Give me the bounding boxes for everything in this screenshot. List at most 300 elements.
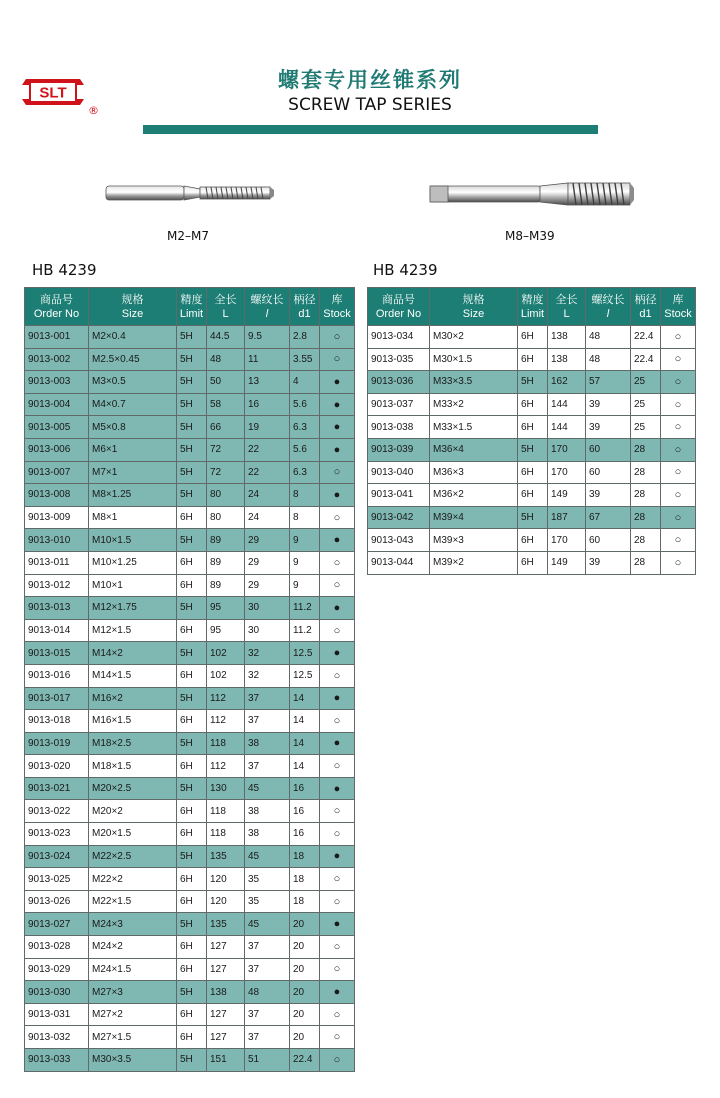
cell-total-length: 44.5 [207, 326, 245, 349]
cell-order-no: 9013-017 [25, 687, 89, 710]
cell-size: M39×4 [430, 506, 518, 529]
cell-shank-diameter: 28 [631, 461, 661, 484]
cell-limit: 6H [177, 619, 207, 642]
cell-size: M8×1 [89, 506, 177, 529]
cell-order-no: 9013-001 [25, 326, 89, 349]
cell-limit: 5H [177, 913, 207, 936]
cell-stock: ○ [320, 326, 355, 349]
cell-thread-length: 37 [245, 1003, 290, 1026]
cell-total-length: 89 [207, 551, 245, 574]
cell-thread-length: 60 [586, 438, 631, 461]
cell-total-length: 138 [548, 348, 586, 371]
table-row [368, 326, 696, 349]
cell-stock: ○ [320, 800, 355, 823]
table-row [25, 868, 355, 891]
cell-stock: ○ [320, 890, 355, 913]
cell-total-length: 50 [207, 371, 245, 394]
cell-size: M8×1.25 [89, 484, 177, 507]
cell-size: M36×4 [430, 438, 518, 461]
table-row [25, 845, 355, 868]
cell-stock: ● [320, 529, 355, 552]
cell-thread-length: 57 [586, 371, 631, 394]
table-row [368, 438, 696, 461]
cell-thread-length: 38 [245, 732, 290, 755]
cell-total-length: 58 [207, 393, 245, 416]
cell-limit: 5H [177, 845, 207, 868]
cell-limit: 6H [518, 393, 548, 416]
table-row [25, 619, 355, 642]
cell-limit: 5H [177, 348, 207, 371]
table-row [368, 348, 696, 371]
cell-stock: ○ [661, 438, 696, 461]
header-shank-diameter: 柄径 d1 [290, 288, 320, 326]
cell-limit: 5H [177, 438, 207, 461]
cell-stock: ○ [320, 958, 355, 981]
cell-order-no: 9013-015 [25, 642, 89, 665]
cell-shank-diameter: 9 [290, 551, 320, 574]
cell-order-no: 9013-026 [25, 890, 89, 913]
cell-size: M22×2 [89, 868, 177, 891]
cell-thread-length: 37 [245, 936, 290, 959]
cell-order-no: 9013-023 [25, 823, 89, 846]
cell-size: M2.5×0.45 [89, 348, 177, 371]
cell-total-length: 120 [207, 868, 245, 891]
cell-shank-diameter: 18 [290, 890, 320, 913]
cell-stock: ● [320, 732, 355, 755]
cell-total-length: 135 [207, 913, 245, 936]
cell-stock: ○ [661, 371, 696, 394]
cell-size: M27×2 [89, 1003, 177, 1026]
cell-total-length: 66 [207, 416, 245, 439]
cell-limit: 5H [177, 687, 207, 710]
table-row [25, 597, 355, 620]
cell-thread-length: 45 [245, 777, 290, 800]
cell-total-length: 112 [207, 687, 245, 710]
cell-stock: ○ [661, 393, 696, 416]
cell-thread-length: 37 [245, 1026, 290, 1049]
table-row [25, 371, 355, 394]
cell-thread-length: 30 [245, 597, 290, 620]
cell-order-no: 9013-008 [25, 484, 89, 507]
cell-limit: 5H [177, 597, 207, 620]
cell-total-length: 149 [548, 484, 586, 507]
cell-order-no: 9013-011 [25, 551, 89, 574]
cell-total-length: 102 [207, 642, 245, 665]
cell-shank-diameter: 20 [290, 1003, 320, 1026]
cell-stock: ○ [320, 664, 355, 687]
cell-total-length: 144 [548, 416, 586, 439]
cell-stock: ● [320, 642, 355, 665]
cell-size: M22×2.5 [89, 845, 177, 868]
cell-thread-length: 39 [586, 393, 631, 416]
cell-thread-length: 60 [586, 529, 631, 552]
cell-size: M14×1.5 [89, 664, 177, 687]
cell-limit: 5H [177, 484, 207, 507]
cell-size: M24×1.5 [89, 958, 177, 981]
cell-total-length: 138 [548, 326, 586, 349]
cell-stock: ● [320, 981, 355, 1004]
cell-limit: 5H [177, 529, 207, 552]
cell-size: M7×1 [89, 461, 177, 484]
cell-total-length: 118 [207, 823, 245, 846]
cell-order-no: 9013-044 [368, 551, 430, 574]
cell-order-no: 9013-037 [368, 393, 430, 416]
cell-limit: 6H [177, 574, 207, 597]
cell-thread-length: 37 [245, 710, 290, 733]
table-row [25, 326, 355, 349]
table-row [368, 551, 696, 574]
header-limit: 精度 Limit [177, 288, 207, 326]
cell-stock: ● [320, 845, 355, 868]
cell-thread-length: 16 [245, 393, 290, 416]
cell-thread-length: 35 [245, 868, 290, 891]
cell-size: M24×3 [89, 913, 177, 936]
cell-stock: ○ [320, 348, 355, 371]
cell-stock: ● [320, 777, 355, 800]
cell-size: M33×3.5 [430, 371, 518, 394]
cell-size: M12×1.75 [89, 597, 177, 620]
cell-shank-diameter: 16 [290, 800, 320, 823]
cell-limit: 5H [177, 642, 207, 665]
table-row [25, 687, 355, 710]
cell-size: M39×2 [430, 551, 518, 574]
table-row [25, 890, 355, 913]
header-shank-diameter: 柄径 d1 [631, 288, 661, 326]
cell-stock: ○ [320, 619, 355, 642]
table-row [25, 348, 355, 371]
cell-shank-diameter: 20 [290, 936, 320, 959]
cell-order-no: 9013-031 [25, 1003, 89, 1026]
cell-shank-diameter: 12.5 [290, 664, 320, 687]
cell-order-no: 9013-012 [25, 574, 89, 597]
cell-limit: 6H [177, 1003, 207, 1026]
cell-total-length: 72 [207, 461, 245, 484]
cell-size: M10×1 [89, 574, 177, 597]
cell-total-length: 135 [207, 845, 245, 868]
cell-order-no: 9013-029 [25, 958, 89, 981]
cell-shank-diameter: 20 [290, 981, 320, 1004]
cell-total-length: 72 [207, 438, 245, 461]
cell-order-no: 9013-018 [25, 710, 89, 733]
cell-order-no: 9013-039 [368, 438, 430, 461]
cell-limit: 5H [177, 461, 207, 484]
cell-limit: 5H [177, 416, 207, 439]
page-title-en: SCREW TAP SERIES [288, 95, 452, 115]
cell-thread-length: 60 [586, 461, 631, 484]
cell-total-length: 138 [207, 981, 245, 1004]
header-total-length: 全长 L [548, 288, 586, 326]
cell-shank-diameter: 22.4 [631, 348, 661, 371]
cell-shank-diameter: 20 [290, 913, 320, 936]
cell-stock: ○ [661, 461, 696, 484]
cell-size: M39×3 [430, 529, 518, 552]
cell-total-length: 80 [207, 506, 245, 529]
cell-limit: 5H [518, 506, 548, 529]
cell-stock: ○ [661, 348, 696, 371]
cell-order-no: 9013-022 [25, 800, 89, 823]
cell-total-length: 112 [207, 755, 245, 778]
cell-thread-length: 38 [245, 823, 290, 846]
table-row [25, 981, 355, 1004]
cell-limit: 5H [518, 371, 548, 394]
cell-thread-length: 22 [245, 461, 290, 484]
cell-total-length: 118 [207, 800, 245, 823]
table-row [25, 1003, 355, 1026]
cell-shank-diameter: 28 [631, 484, 661, 507]
cell-total-length: 118 [207, 732, 245, 755]
cell-stock: ○ [661, 484, 696, 507]
cell-total-length: 149 [548, 551, 586, 574]
cell-thread-length: 38 [245, 800, 290, 823]
cell-size: M2×0.4 [89, 326, 177, 349]
cell-total-length: 127 [207, 1026, 245, 1049]
cell-shank-diameter: 11.2 [290, 619, 320, 642]
cell-total-length: 162 [548, 371, 586, 394]
cell-order-no: 9013-007 [25, 461, 89, 484]
cell-stock: ○ [661, 416, 696, 439]
cell-order-no: 9013-025 [25, 868, 89, 891]
cell-limit: 6H [177, 823, 207, 846]
cell-thread-length: 39 [586, 484, 631, 507]
cell-limit: 6H [177, 506, 207, 529]
cell-limit: 6H [518, 348, 548, 371]
cell-shank-diameter: 20 [290, 1026, 320, 1049]
cell-thread-length: 35 [245, 890, 290, 913]
cell-limit: 6H [177, 936, 207, 959]
title-divider [143, 125, 598, 134]
cell-order-no: 9013-030 [25, 981, 89, 1004]
cell-limit: 5H [177, 326, 207, 349]
table-row [25, 642, 355, 665]
table-row [25, 461, 355, 484]
cell-shank-diameter: 28 [631, 529, 661, 552]
table-row [25, 1026, 355, 1049]
cell-size: M18×2.5 [89, 732, 177, 755]
cell-limit: 5H [177, 371, 207, 394]
header-order-no: 商品号 Order No [368, 288, 430, 326]
cell-size: M16×1.5 [89, 710, 177, 733]
table-row [25, 416, 355, 439]
cell-limit: 6H [518, 551, 548, 574]
cell-order-no: 9013-016 [25, 664, 89, 687]
cell-thread-length: 24 [245, 506, 290, 529]
cell-stock: ○ [661, 326, 696, 349]
table-row [25, 777, 355, 800]
cell-shank-diameter: 25 [631, 371, 661, 394]
table-row [25, 936, 355, 959]
cell-thread-length: 51 [245, 1049, 290, 1072]
cell-size: M10×1.5 [89, 529, 177, 552]
cell-size: M20×2.5 [89, 777, 177, 800]
cell-order-no: 9013-002 [25, 348, 89, 371]
cell-size: M20×1.5 [89, 823, 177, 846]
cell-order-no: 9013-003 [25, 371, 89, 394]
table-row [25, 1049, 355, 1072]
table-row [25, 551, 355, 574]
table-row [368, 529, 696, 552]
cell-shank-diameter: 6.3 [290, 461, 320, 484]
cell-thread-length: 22 [245, 438, 290, 461]
cell-stock: ● [320, 416, 355, 439]
cell-shank-diameter: 11.2 [290, 597, 320, 620]
cell-limit: 5H [177, 732, 207, 755]
table-row [25, 664, 355, 687]
table-row [25, 732, 355, 755]
table-row [368, 371, 696, 394]
cell-thread-length: 32 [245, 664, 290, 687]
cell-stock: ● [320, 371, 355, 394]
table-row [25, 800, 355, 823]
cell-total-length: 170 [548, 461, 586, 484]
cell-shank-diameter: 5.6 [290, 438, 320, 461]
cell-stock: ○ [320, 1026, 355, 1049]
cell-order-no: 9013-040 [368, 461, 430, 484]
cell-limit: 5H [177, 393, 207, 416]
cell-shank-diameter: 16 [290, 823, 320, 846]
cell-total-length: 151 [207, 1049, 245, 1072]
cell-order-no: 9013-014 [25, 619, 89, 642]
cell-shank-diameter: 5.6 [290, 393, 320, 416]
cell-order-no: 9013-009 [25, 506, 89, 529]
small-tap-label: M2–M7 [167, 229, 209, 243]
cell-stock: ○ [320, 461, 355, 484]
cell-size: M27×1.5 [89, 1026, 177, 1049]
cell-order-no: 9013-004 [25, 393, 89, 416]
table-row [25, 823, 355, 846]
table-row [368, 416, 696, 439]
table-row [25, 913, 355, 936]
cell-thread-length: 9.5 [245, 326, 290, 349]
cell-size: M30×3.5 [89, 1049, 177, 1072]
cell-total-length: 95 [207, 597, 245, 620]
cell-size: M27×3 [89, 981, 177, 1004]
cell-order-no: 9013-005 [25, 416, 89, 439]
cell-order-no: 9013-024 [25, 845, 89, 868]
table-row [25, 710, 355, 733]
cell-stock: ● [320, 484, 355, 507]
cell-thread-length: 39 [586, 416, 631, 439]
cell-total-length: 48 [207, 348, 245, 371]
cell-limit: 5H [177, 1049, 207, 1072]
cell-limit: 6H [177, 755, 207, 778]
cell-total-length: 102 [207, 664, 245, 687]
cell-thread-length: 48 [586, 348, 631, 371]
cell-size: M16×2 [89, 687, 177, 710]
cell-total-length: 89 [207, 574, 245, 597]
cell-size: M30×1.5 [430, 348, 518, 371]
cell-size: M3×0.5 [89, 371, 177, 394]
cell-thread-length: 37 [245, 958, 290, 981]
cell-limit: 6H [177, 958, 207, 981]
cell-shank-diameter: 8 [290, 484, 320, 507]
cell-total-length: 112 [207, 710, 245, 733]
cell-limit: 5H [177, 777, 207, 800]
cell-order-no: 9013-019 [25, 732, 89, 755]
cell-stock: ○ [320, 868, 355, 891]
cell-limit: 6H [177, 1026, 207, 1049]
cell-thread-length: 29 [245, 529, 290, 552]
header-size: 规格 Size [430, 288, 518, 326]
cell-shank-diameter: 14 [290, 687, 320, 710]
cell-limit: 6H [177, 800, 207, 823]
cell-thread-length: 37 [245, 755, 290, 778]
cell-thread-length: 24 [245, 484, 290, 507]
cell-limit: 5H [518, 438, 548, 461]
cell-total-length: 187 [548, 506, 586, 529]
cell-thread-length: 48 [586, 326, 631, 349]
cell-shank-diameter: 25 [631, 393, 661, 416]
cell-shank-diameter: 14 [290, 755, 320, 778]
cell-size: M12×1.5 [89, 619, 177, 642]
cell-total-length: 170 [548, 529, 586, 552]
cell-total-length: 144 [548, 393, 586, 416]
header-thread-length: 螺纹长 l [245, 288, 290, 326]
cell-shank-diameter: 14 [290, 710, 320, 733]
cell-order-no: 9013-027 [25, 913, 89, 936]
cell-order-no: 9013-013 [25, 597, 89, 620]
cell-thread-length: 19 [245, 416, 290, 439]
cell-total-length: 170 [548, 438, 586, 461]
cell-shank-diameter: 18 [290, 868, 320, 891]
cell-limit: 6H [518, 326, 548, 349]
cell-size: M18×1.5 [89, 755, 177, 778]
cell-limit: 6H [177, 664, 207, 687]
cell-size: M33×1.5 [430, 416, 518, 439]
cell-total-length: 130 [207, 777, 245, 800]
cell-total-length: 127 [207, 1003, 245, 1026]
cell-shank-diameter: 20 [290, 958, 320, 981]
table-row [368, 506, 696, 529]
cell-shank-diameter: 18 [290, 845, 320, 868]
cell-stock: ○ [320, 506, 355, 529]
cell-shank-diameter: 9 [290, 574, 320, 597]
cell-size: M30×2 [430, 326, 518, 349]
cell-order-no: 9013-028 [25, 936, 89, 959]
cell-shank-diameter: 2.8 [290, 326, 320, 349]
table-row [25, 484, 355, 507]
header-limit: 精度 Limit [518, 288, 548, 326]
cell-size: M14×2 [89, 642, 177, 665]
cell-thread-length: 32 [245, 642, 290, 665]
cell-order-no: 9013-021 [25, 777, 89, 800]
cell-size: M4×0.7 [89, 393, 177, 416]
cell-order-no: 9013-036 [368, 371, 430, 394]
cell-shank-diameter: 28 [631, 506, 661, 529]
cell-size: M20×2 [89, 800, 177, 823]
cell-total-length: 95 [207, 619, 245, 642]
cell-stock: ○ [661, 506, 696, 529]
right-standard-label: HB 4239 [373, 261, 438, 279]
cell-shank-diameter: 6.3 [290, 416, 320, 439]
cell-stock: ○ [320, 755, 355, 778]
cell-order-no: 9013-006 [25, 438, 89, 461]
cell-size: M6×1 [89, 438, 177, 461]
cell-thread-length: 45 [245, 845, 290, 868]
cell-order-no: 9013-033 [25, 1049, 89, 1072]
cell-size: M22×1.5 [89, 890, 177, 913]
cell-size: M33×2 [430, 393, 518, 416]
cell-stock: ● [320, 393, 355, 416]
cell-shank-diameter: 22.4 [290, 1049, 320, 1072]
cell-order-no: 9013-043 [368, 529, 430, 552]
left-standard-label: HB 4239 [32, 261, 97, 279]
cell-limit: 6H [177, 551, 207, 574]
cell-shank-diameter: 9 [290, 529, 320, 552]
header-stock: 库 Stock [320, 288, 355, 326]
cell-limit: 6H [177, 710, 207, 733]
cell-thread-length: 13 [245, 371, 290, 394]
header-thread-length: 螺纹长 l [586, 288, 631, 326]
